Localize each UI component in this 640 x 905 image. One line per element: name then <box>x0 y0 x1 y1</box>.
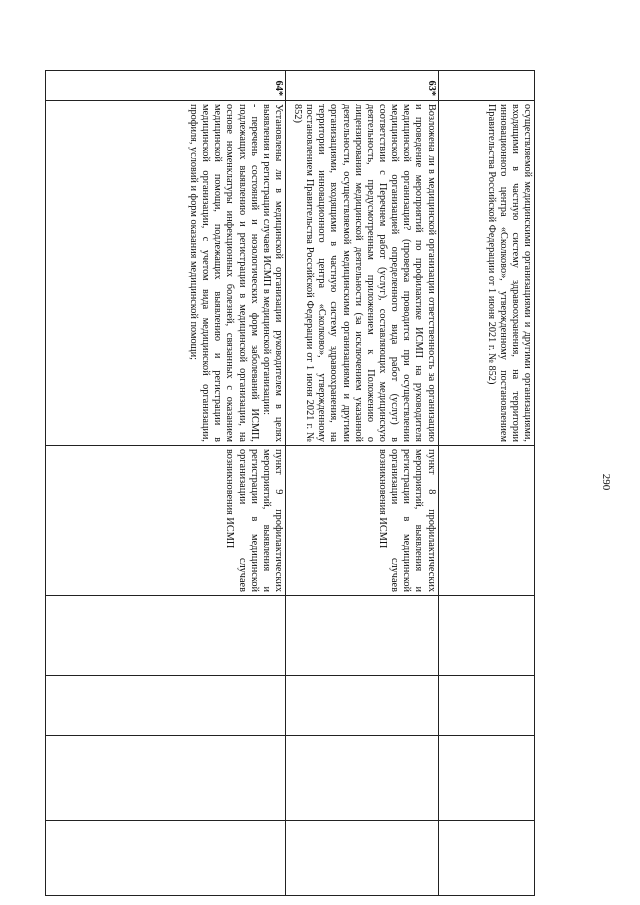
answer-yes-cell <box>438 596 534 676</box>
comment-cell <box>438 821 534 896</box>
comment-cell <box>46 821 286 896</box>
answer-no-cell <box>438 676 534 736</box>
answer-na-cell <box>286 736 439 821</box>
answer-no-cell <box>46 676 286 736</box>
requirement-text: Установлены ли в медицинской организации руководителем в целях выявления и регистрации случаев ИСМП в медицинской организации: <box>260 104 285 442</box>
comment-cell <box>286 821 439 896</box>
answer-na-cell <box>46 736 286 821</box>
reference-text: пункт 9 профилактических мероприятий, выявления и регистрации в медицинской организации случаев возникновения ИСМП <box>46 446 286 596</box>
reference-text <box>438 446 534 596</box>
table-row-continuation <box>438 71 534 896</box>
checklist-table <box>45 70 535 896</box>
checklist-table-wrapper <box>45 70 535 895</box>
answer-na-cell <box>438 736 534 821</box>
answer-yes-cell <box>46 596 286 676</box>
reference-text: пункт 8 профилактических мероприятий, выявления и регистрации в медицинской организации случаев возникновения ИСМП <box>286 446 439 596</box>
requirement-cell <box>46 101 286 446</box>
page-number: 290 <box>600 473 612 491</box>
answer-yes-cell <box>286 596 439 676</box>
requirement-text: Возложена ли в медицинской организации ответственность за организацию и проведение мероприятий по профилактике ИСМП на руководителя медицинской организации? (проверка проводится при осуществлении медицинской организацией определенного вида работ (услуг) в соответствии с Перечнем работ (услуг), составляющих медицинскую деятельность, предусмотренным приложением к Положению о лицензировании медицинской деятельности (за исключением указанной деятельности, осуществляемой медицинскими организациями и другими организациями, входящими в частную систему здравоохранения, на территории инновационного центра «Сколково», утвержденному постановлением Правительства Российской Федерации от 1 июня 2021 г. № 852) <box>286 101 439 446</box>
row-number: 63* <box>286 71 439 101</box>
requirement-text: осуществляемой медицинскими организациями и другими организациями, входящими в частную систему здравоохранения, на территории инновационного центра «Сколково», утвержденному постановлением Правительства Российской Федерации от 1 июня 2021 г. № 852) <box>438 101 534 446</box>
table-row-64 <box>46 71 286 896</box>
requirement-list-item: - перечень состояний и нозологических форм заболеваний ИСМП, подлежащих выявлению и регистрации в медицинской организации, на основе номенклатуры инфекционных болезней, связанных с оказанием медицинской помощи, подлежащих выявлению и регистрации в медицинской организации, с учетом вида медицинской организации, профиля, условий и форм оказания медицинской помощи; <box>188 104 260 442</box>
row-number: 64* <box>46 71 286 101</box>
answer-no-cell <box>286 676 439 736</box>
table-row-63 <box>286 71 439 896</box>
row-number <box>438 71 534 101</box>
